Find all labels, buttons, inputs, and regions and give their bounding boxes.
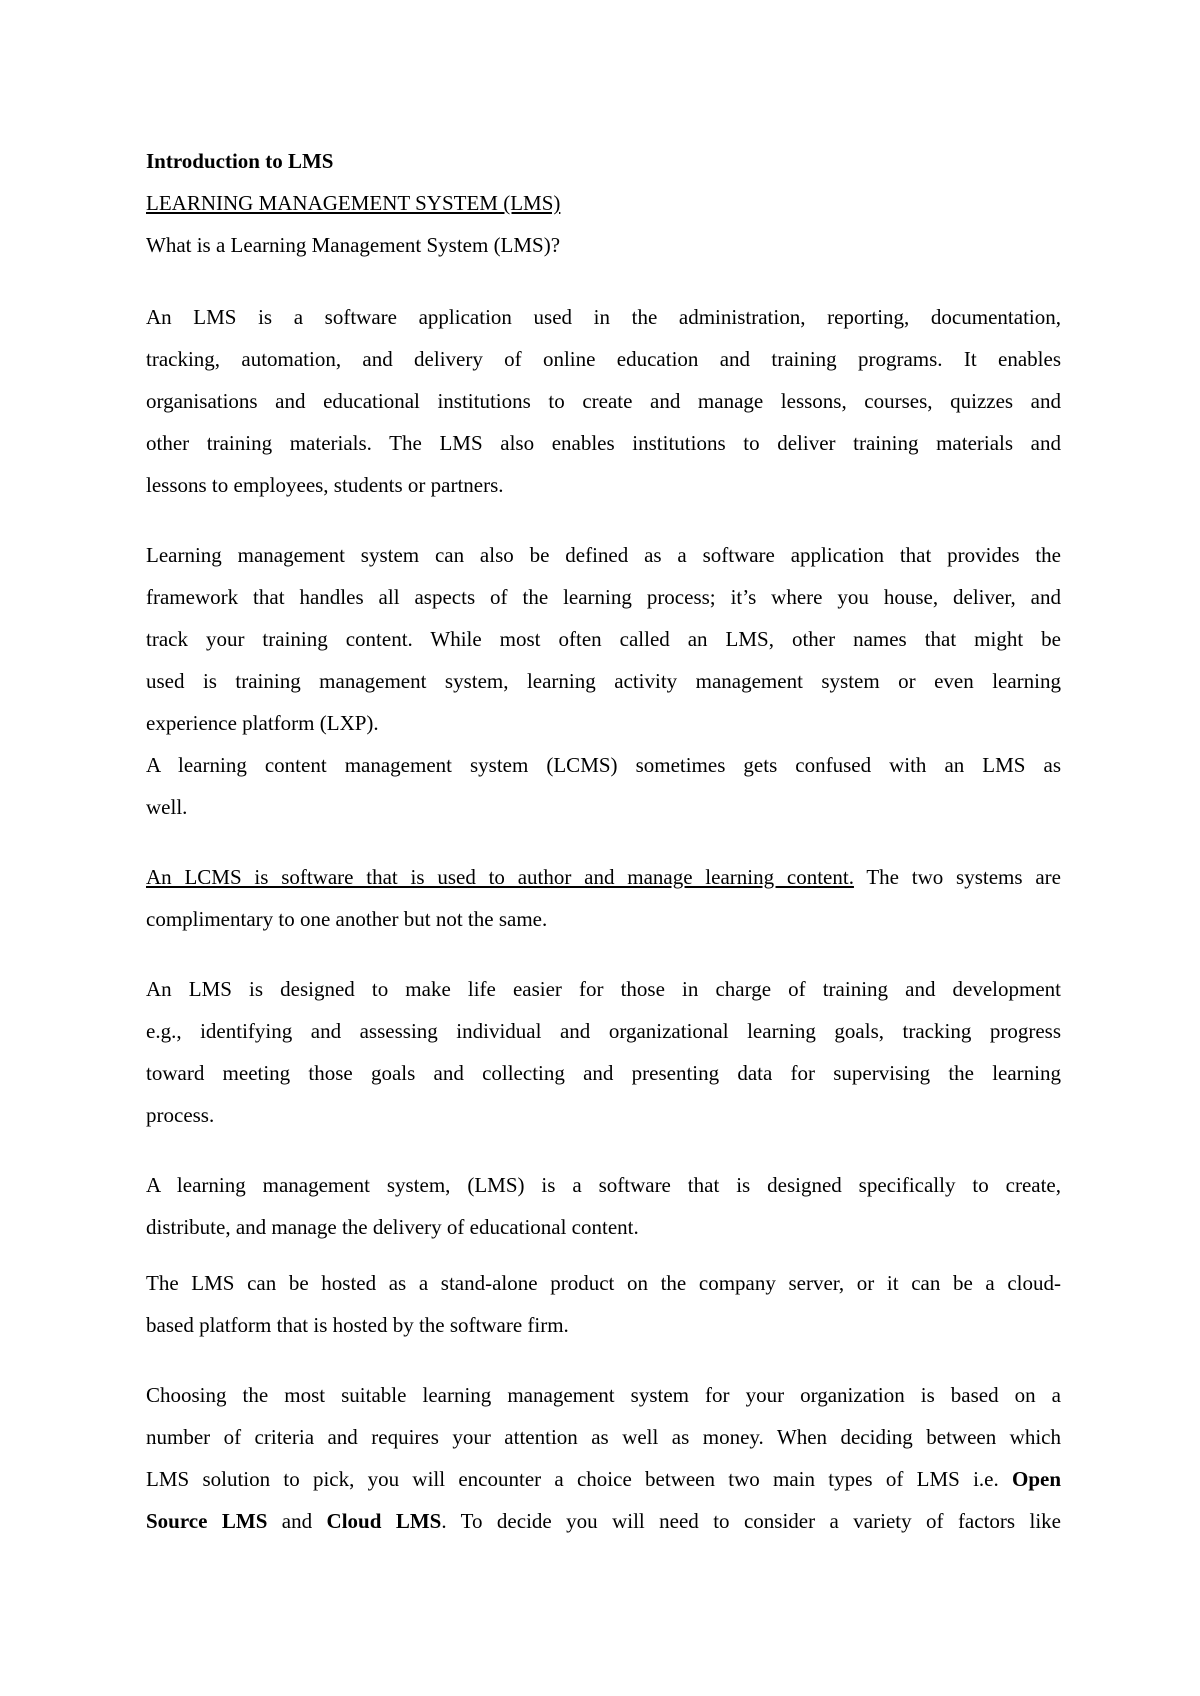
document-subheading: LEARNING MANAGEMENT SYSTEM (LMS)	[146, 191, 561, 215]
paragraph-line: well.	[146, 795, 188, 819]
paragraph-line: framework that handles all aspects of the learning process; it’s where you house, deliver, and	[146, 585, 1061, 609]
paragraph-line: toward meeting those goals and collecting and presenting data for supervising the learning	[146, 1061, 1061, 1085]
paragraph-line: complimentary to one another but not the same.	[146, 907, 548, 931]
paragraph-line: based platform that is hosted by the software firm.	[146, 1313, 569, 1337]
lcms-definition-rest: The two systems are	[853, 865, 1061, 889]
document-heading: Introduction to LMS	[146, 149, 334, 173]
paragraph-line: organisations and educational institutions to create and manage lessons, courses, quizzes and	[146, 389, 1061, 413]
paragraph-line: experience platform (LXP).	[146, 711, 379, 735]
paragraph-line: A learning management system, (LMS) is a software that is designed specifically to create,	[146, 1173, 1061, 1197]
paragraph-line: Learning management system can also be defined as a software application that provides the	[146, 543, 1061, 567]
paragraph-line	[146, 1465, 1061, 1493]
paragraph-line: track your training content. While most often called an LMS, other names that might be	[146, 627, 1061, 651]
cloud-lms-term: Cloud LMS	[326, 1509, 442, 1533]
paragraph-line	[146, 1507, 1061, 1535]
paragraph-line: lessons to employees, students or partners.	[146, 473, 504, 497]
paragraph-line: Choosing the most suitable learning management system for your organization is based on a	[146, 1383, 1061, 1407]
open-source-lms-term: Open	[1012, 1467, 1062, 1491]
factors-text: . To decide you will need to consider a variety of factors like	[441, 1509, 1061, 1533]
paragraph-line: tracking, automation, and delivery of online education and training programs. It enables	[146, 347, 1061, 371]
paragraph-line: An LMS is designed to make life easier for those in charge of training and development	[146, 977, 1061, 1001]
document-question: What is a Learning Management System (LMS)?	[146, 233, 561, 257]
paragraph-line: e.g., identifying and assessing individual and organizational learning goals, tracking progress	[146, 1019, 1061, 1043]
conjunction: and	[267, 1509, 327, 1533]
lms-types-intro: LMS solution to pick, you will encounter a choice between two main types of LMS i.e.	[146, 1467, 999, 1491]
paragraph-line: An LMS is a software application used in the administration, reporting, documentation,	[146, 305, 1061, 329]
paragraph-line: process.	[146, 1103, 215, 1127]
paragraph-line: number of criteria and requires your attention as well as money. When deciding between which	[146, 1425, 1061, 1449]
paragraph-line	[146, 863, 1061, 891]
lcms-definition: An LCMS is software that is used to author and manage learning content.	[146, 865, 854, 889]
open-source-lms-term-end: Source LMS	[146, 1509, 268, 1533]
paragraph-line: The LMS can be hosted as a stand-alone product on the company server, or it can be a cloud-	[146, 1271, 1061, 1295]
paragraph-line: other training materials. The LMS also enables institutions to deliver training materials and	[146, 431, 1061, 455]
paragraph-line: A learning content management system (LCMS) sometimes gets confused with an LMS as	[146, 753, 1061, 777]
paragraph-line: distribute, and manage the delivery of educational content.	[146, 1215, 639, 1239]
paragraph-line: used is training management system, learning activity management system or even learning	[146, 669, 1061, 693]
